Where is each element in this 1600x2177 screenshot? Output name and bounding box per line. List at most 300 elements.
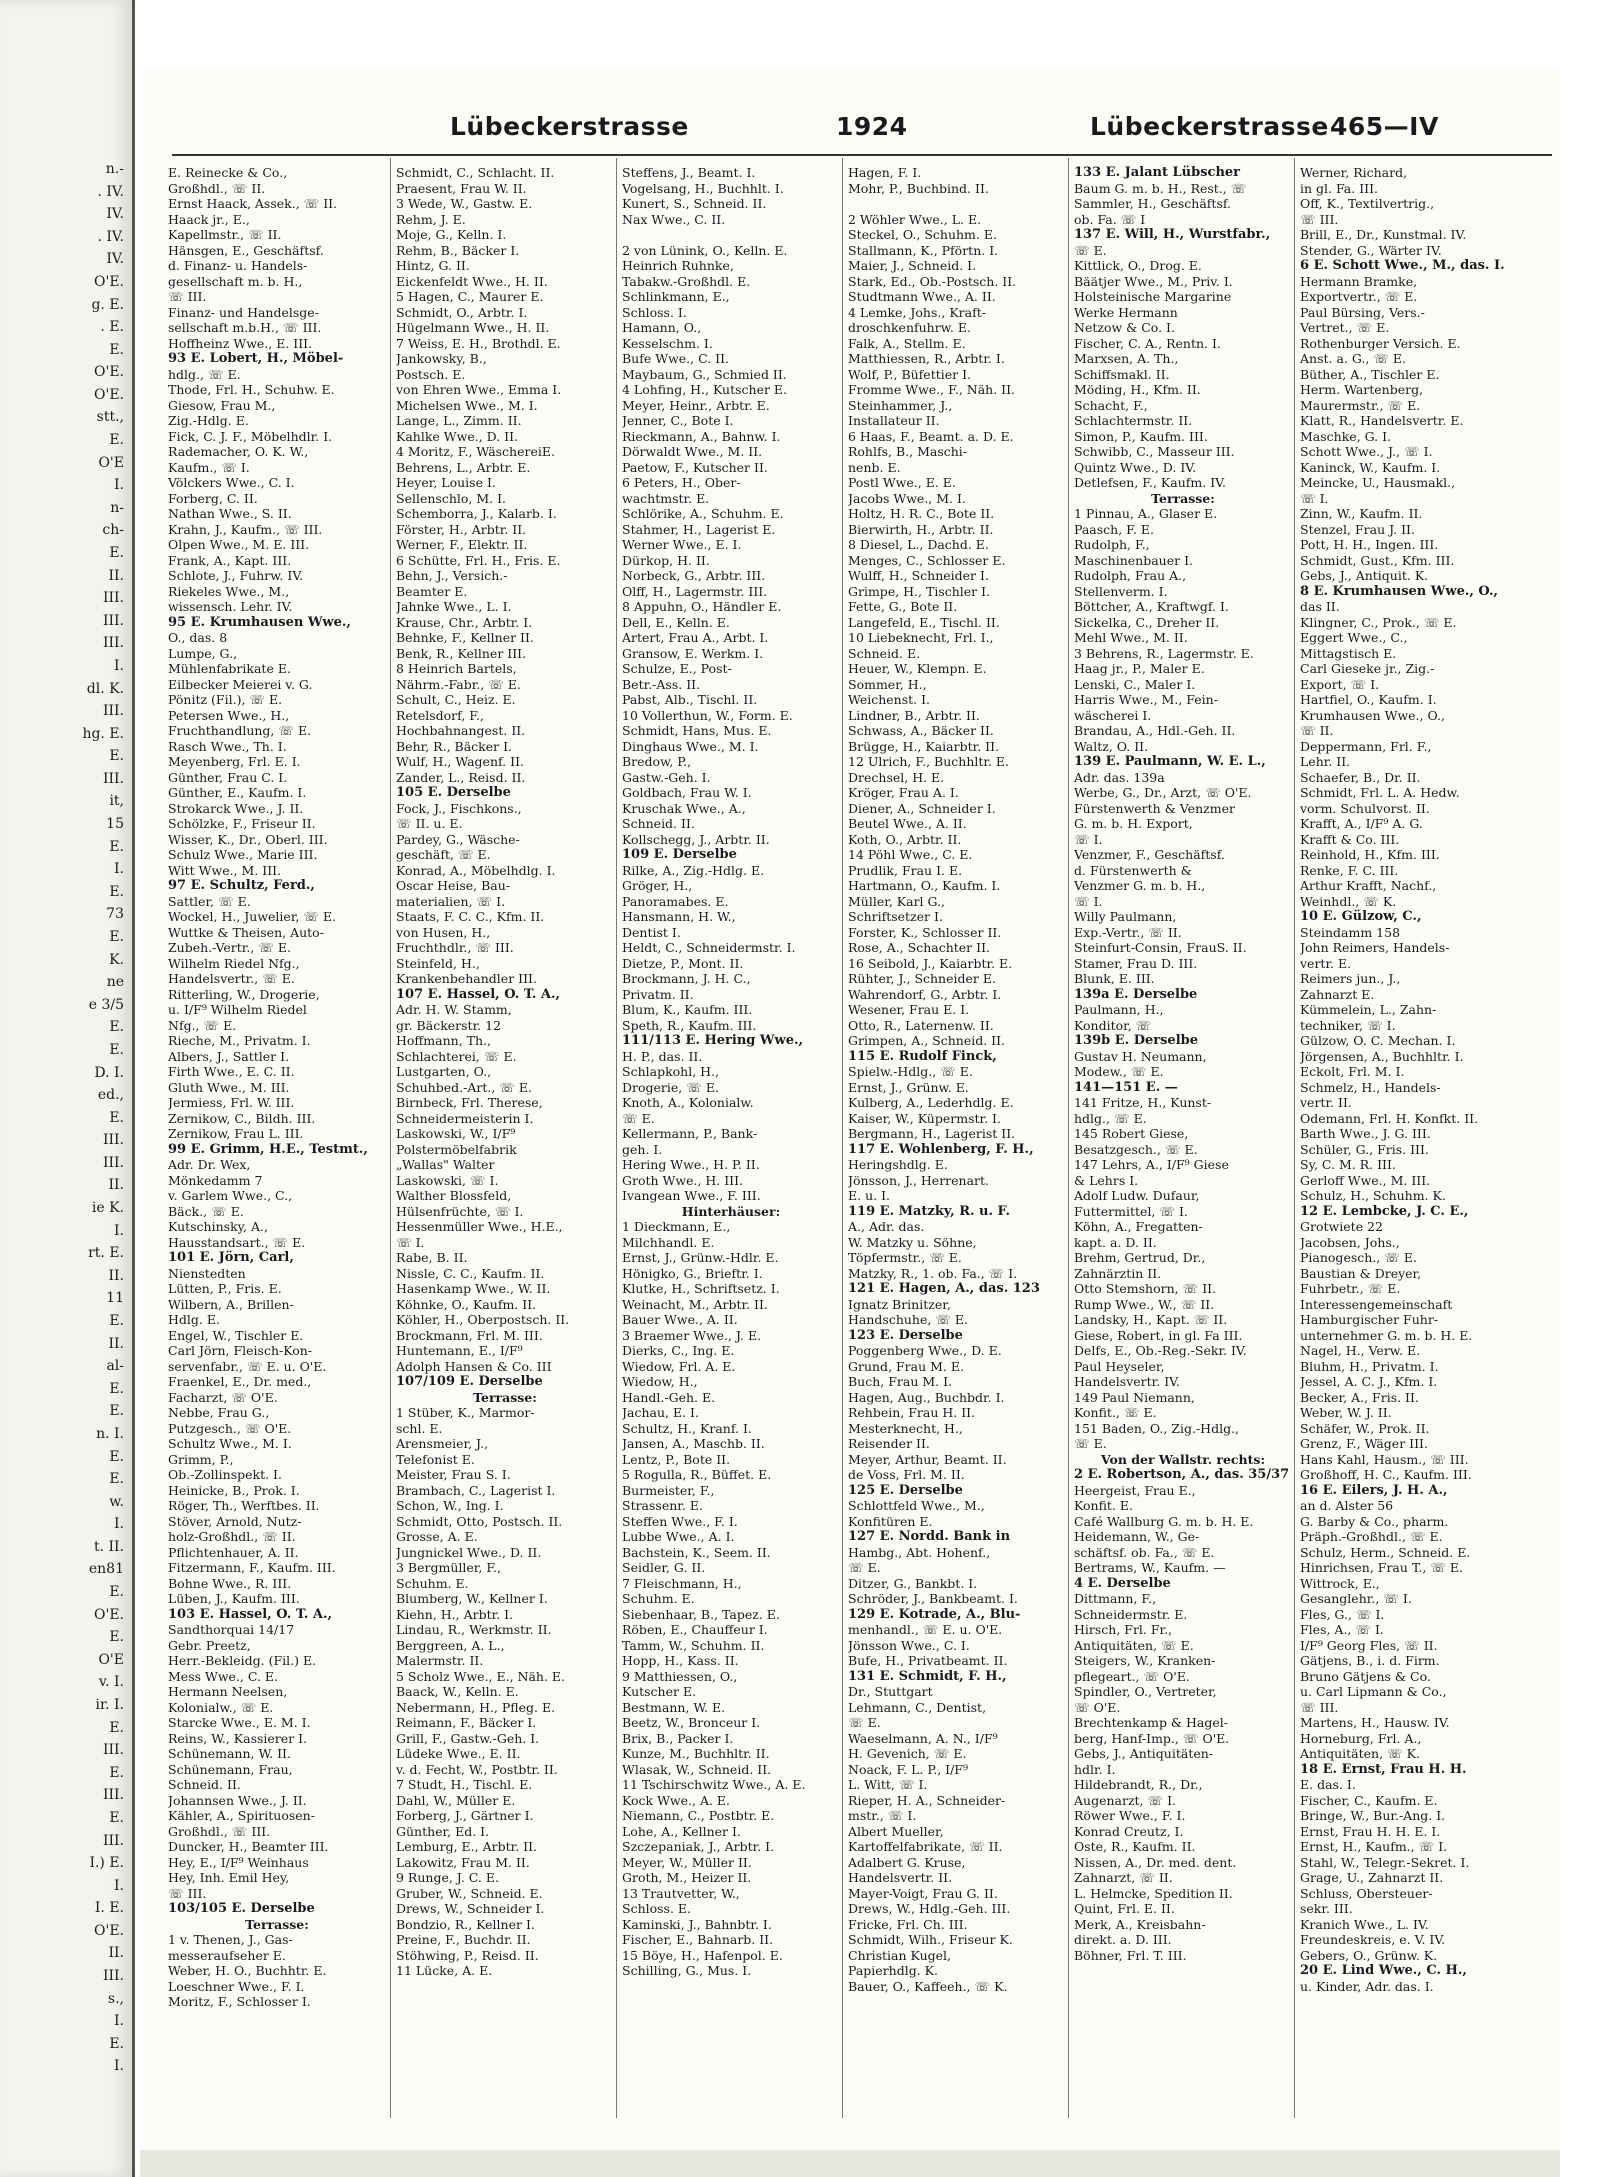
directory-entry: Völckers Wwe., C. I. [168, 475, 295, 490]
directory-entry: Gransow, E. Werkm. I. [622, 645, 764, 661]
column-6 [1300, 165, 1518, 2125]
directory-entry: Detlefsen, F., Kaufm. IV. [1074, 475, 1226, 490]
directory-entry: nenb. E. [848, 459, 901, 475]
directory-entry: Terrasse: [1151, 490, 1215, 506]
directory-entry: Quint, Frl. E. II. [1074, 1901, 1175, 1916]
directory-entry: 149 Paul Niemann, [1074, 1389, 1195, 1405]
directory-entry: Giesow, Frau M., [168, 397, 276, 413]
directory-entry: Landsky, H., Kapt. ☏ II. [1074, 1312, 1228, 1327]
directory-entry: Werner, F., Elektr. II. [396, 537, 528, 552]
directory-entry: Augenarzt, ☏ I. [1074, 1792, 1177, 1808]
directory-entry: Finanz- und Handelsge- [168, 304, 319, 320]
directory-entry: Beamter E. [396, 583, 468, 599]
directory-entry: Lütten, P., Fris. E. [168, 1281, 282, 1296]
directory-entry: Meister, Frau S. I. [396, 1467, 511, 1482]
directory-entry: ☏ E. [622, 1110, 655, 1126]
directory-entry: Kähler, A., Spirituosen- [168, 1808, 315, 1823]
directory-entry: Maschke, G. I. [1300, 428, 1392, 444]
directory-entry: Baum G. m. b. H., Rest., ☏ [1074, 180, 1247, 196]
previous-page-fragment: II. [108, 1177, 124, 1194]
directory-entry: ☏ O'E. [1074, 1699, 1121, 1715]
directory-entry: Gebr. Preetz, [168, 1637, 251, 1653]
directory-entry: Exp.-Vertr., ☏ II. [1074, 924, 1182, 940]
directory-entry: Hönigko, G., Brieftr. I. [622, 1265, 763, 1281]
directory-entry: Delfs, E., Ob.-Reg.-Sekr. IV. [1074, 1343, 1247, 1358]
directory-entry: Mohr, P., Buchbind. II. [848, 180, 989, 196]
directory-entry: Spielw.-Hdlg., ☏ E. [848, 1064, 973, 1079]
column-separator [842, 158, 843, 2118]
directory-entry: Kutscher E. [622, 1684, 697, 1699]
directory-entry: Paetow, F., Kutscher II. [622, 459, 768, 475]
directory-entry: Hänsgen, E., Geschäftsf. [168, 242, 324, 258]
previous-page-fragment: III. [102, 1968, 124, 1985]
directory-entry: Dürkop, H. II. [622, 552, 710, 568]
directory-entry: Fles, A., ☏ I. [1300, 1622, 1384, 1637]
directory-entry: Brockmann, Frl. M. III. [396, 1327, 543, 1343]
directory-entry: Krafft & Co. III. [1300, 831, 1400, 847]
directory-entry: Malermstr. II. [396, 1653, 484, 1668]
directory-entry: Brill, E., Dr., Kunstmal. IV. [1300, 227, 1467, 242]
directory-entry: Johannsen Wwe., J. II. [168, 1792, 307, 1808]
directory-entry: Rademacher, O. K. W., [168, 444, 309, 459]
directory-entry: Kiehn, H., Arbtr. I. [396, 1606, 514, 1622]
top-margin [0, 0, 1600, 70]
directory-entry: Blum, K., Kaufm. III. [622, 1002, 753, 1017]
directory-entry: 105 E. Derselbe [396, 785, 511, 800]
directory-entry: 20 E. Lind Wwe., C. H., [1300, 1963, 1467, 1978]
directory-entry: Menges, C., Schlosser E. [848, 552, 1006, 568]
directory-entry: holz-Großhdl., ☏ II. [168, 1529, 296, 1544]
directory-entry: 1 Pinnau, A., Glaser E. [1074, 506, 1218, 521]
previous-page-fragment: E. [109, 341, 124, 358]
directory-entry: Albers, J., Sattler I. [168, 1048, 290, 1064]
directory-entry: Krafft, A., I/F⁹ A. G. [1300, 816, 1423, 831]
directory-entry: 16 E. Eilers, J. H. A., [1300, 1482, 1448, 1498]
directory-entry: Paul Heyseler, [1074, 1358, 1165, 1374]
directory-entry: Paul Bürsing, Vers.- [1300, 304, 1425, 320]
directory-entry: Gustav H. Neumann, [1074, 1048, 1207, 1064]
directory-entry: 127 E. Nordd. Bank in [848, 1529, 1011, 1544]
directory-entry: Steinhammer, J., [848, 397, 953, 413]
directory-entry: 125 E. Derselbe [848, 1482, 963, 1498]
directory-entry: E. Reinecke & Co., [168, 165, 288, 180]
directory-entry: Bohne Wwe., R. III. [168, 1575, 292, 1591]
directory-entry: Kaninck, W., Kaufm. I. [1300, 459, 1441, 475]
directory-entry: Rehm, J. E. [396, 211, 466, 227]
directory-entry: Krankenbehandler III. [396, 971, 537, 986]
directory-entry: Lubbe Wwe., A. I. [622, 1529, 735, 1544]
directory-entry: Drews, W., Schneider I. [396, 1901, 545, 1916]
directory-entry: Köhnke, O., Kaufm. II. [396, 1296, 537, 1312]
directory-entry: Ernst, J., Grünw. E. [848, 1079, 969, 1095]
directory-entry: Hagen, F. I. [848, 165, 922, 180]
directory-entry: Reimann, F., Bäcker I. [396, 1715, 537, 1730]
directory-entry: Becker, A., Fris. II. [1300, 1389, 1419, 1405]
directory-entry: Postl Wwe., E. E. [848, 475, 956, 490]
directory-entry: Rasch Wwe., Th. I. [168, 738, 287, 754]
previous-page-fragment: w. [109, 1493, 124, 1510]
directory-entry: Oste, R., Kaufm. II. [1074, 1839, 1196, 1854]
directory-entry: Rühter, J., Schneider E. [848, 971, 996, 986]
directory-entry: 101 E. Jörn, Carl, [168, 1250, 294, 1265]
directory-entry: ☏ I. [1074, 831, 1103, 847]
directory-entry: Steckel, O., Schuhm. E. [848, 227, 997, 242]
directory-entry: Fock, J., Fischkons., [396, 800, 522, 816]
directory-entry: 111/113 E. Hering Wwe., [622, 1033, 804, 1048]
directory-entry: Nagel, H., Verw. E. [1300, 1343, 1421, 1358]
previous-page-fragment: I. [114, 2058, 124, 2075]
directory-entry: menhandl., ☏ E. u. O'E. [848, 1622, 1003, 1637]
directory-entry: 12 E. Lembcke, J. C. E., [1300, 1203, 1469, 1219]
directory-entry: 18 E. Ernst, Frau H. H. [1300, 1761, 1467, 1777]
directory-entry: Lumpe, G., [168, 645, 238, 661]
directory-entry: Olpen Wwe., M. E. III. [168, 537, 310, 552]
directory-entry: Jacobs Wwe., M. I. [848, 490, 966, 506]
directory-entry: d. Fürstenwerth & [1074, 862, 1192, 878]
directory-entry: Schlottfeld Wwe., M., [848, 1498, 985, 1513]
directory-entry: Harris Wwe., M., Fein- [1074, 692, 1218, 707]
directory-entry: Gebs, J., Antiquitäten- [1074, 1746, 1214, 1761]
previous-page-fragment: III. [102, 703, 124, 720]
directory-entry: 11 Tschirschwitz Wwe., A. E. [622, 1777, 806, 1792]
directory-entry: Steffens, J., Beamt. I. [622, 165, 756, 180]
directory-entry: Haag jr., P., Maler E. [1074, 661, 1205, 676]
directory-entry: d. Finanz- u. Handels- [168, 258, 308, 273]
directory-entry: Rieckmann, A., Bahnw. I. [622, 428, 781, 444]
directory-entry: ☏ I. [1074, 893, 1103, 909]
directory-entry: Kartoffelfabrikate, ☏ II. [848, 1839, 1003, 1854]
directory-entry: Haack jr., E., [168, 211, 250, 227]
directory-entry: Diener, A., Schneider I. [848, 800, 996, 816]
directory-entry: Bufe, H., Privatbeamt. II. [848, 1653, 1008, 1668]
directory-entry: Klatt, R., Handelsvertr. E. [1300, 413, 1464, 428]
directory-entry: Dentist I. [622, 924, 681, 940]
directory-entry: Dörwaldt Wwe., M. II. [622, 444, 763, 459]
directory-entry: Staats, F. C. C., Kfm. II. [396, 909, 545, 924]
directory-entry: Ob.-Zollinspekt. I. [168, 1467, 282, 1482]
directory-entry: Schulz, H., Schuhm. K. [1300, 1188, 1446, 1203]
directory-entry: Bäätjer Wwe., M., Priv. I. [1074, 273, 1233, 289]
directory-entry: Koth, O., Arbtr. II. [848, 831, 962, 847]
directory-entry: Von der Wallstr. rechts: [1100, 1451, 1266, 1467]
directory-entry: Fraenkel, E., Dr. med., [168, 1374, 312, 1389]
directory-entry: wachtmstr. E. [622, 490, 710, 506]
directory-entry: Büther, A., Tischler E. [1300, 366, 1440, 382]
directory-entry: 137 E. Will, H., Wurstfabr., [1074, 227, 1271, 242]
directory-entry: Mönkedamm 7 [168, 1172, 263, 1188]
previous-page-fragment: III. [102, 612, 124, 629]
directory-entry: Gebers, O., Grünw. K. [1300, 1947, 1438, 1963]
previous-page-fragment: III. [102, 1132, 124, 1149]
directory-entry: Dittmann, F., [1074, 1591, 1157, 1606]
previous-page-fragment: E. [109, 2035, 124, 2052]
directory-entry: Brockmann, J. H. C., [622, 971, 751, 986]
directory-entry: Ernst, J., Grünw.-Hdlr. E. [622, 1250, 779, 1265]
previous-page-fragment: t. II. [93, 1538, 124, 1555]
directory-entry: geh. I. [622, 1141, 663, 1157]
directory-entry: 123 E. Derselbe [848, 1327, 963, 1343]
directory-entry: Herm. Wartenberg, [1300, 382, 1424, 397]
directory-entry: 9 Runge, J. C. E. [396, 1870, 499, 1885]
directory-entry: Seidler, G. II. [622, 1560, 706, 1575]
directory-entry: Witt Wwe., M. III. [168, 862, 282, 878]
previous-page-fragment: I. [114, 2013, 124, 2030]
directory-entry: sekr. III. [1300, 1901, 1353, 1916]
directory-entry: 151 Baden, O., Zig.-Hdlg., [1074, 1420, 1240, 1436]
directory-entry: Wiedow, H., [622, 1374, 698, 1389]
directory-entry: Wilbern, A., Brillen- [168, 1296, 294, 1312]
directory-entry: Hans Kahl, Hausm., ☏ III. [1300, 1451, 1469, 1467]
directory-entry: Zig.-Hdlg. E. [168, 413, 249, 428]
directory-entry: Gastw.-Geh. I. [622, 769, 711, 785]
previous-page-fragment: 11 [106, 1290, 124, 1307]
previous-page-fragment: III. [102, 1832, 124, 1849]
column-4 [848, 165, 1066, 2125]
directory-entry: Schmidt, C., Schlacht. II. [396, 165, 555, 180]
directory-entry: 10 Vollerthun, W., Form. E. [622, 707, 793, 723]
directory-entry: 1 Stüber, K., Marmor- [396, 1405, 535, 1420]
directory-entry: 10 Liebeknecht, Frl. I., [848, 630, 994, 645]
directory-entry: Stöver, Arnold, Nutz- [168, 1513, 302, 1529]
directory-entry: Meyer, Heinr., Arbtr. E. [622, 397, 770, 413]
previous-page-fragment: I. E. [94, 1900, 124, 1917]
directory-entry: Lenski, C., Maler I. [1074, 676, 1196, 692]
column-separator [1068, 158, 1069, 2118]
directory-entry: Heinicke, B., Prok. I. [168, 1482, 300, 1498]
directory-entry: Deppermann, Frl. F., [1300, 738, 1432, 754]
directory-entry: Konfit. E. [1074, 1498, 1133, 1513]
directory-entry: Heyer, Louise I. [396, 475, 496, 490]
directory-entry: direkt. a. D. III. [1074, 1932, 1172, 1947]
directory-entry: ☏ E. [1074, 1436, 1107, 1451]
directory-entry: Jessel, A. C. J., Kfm. I. [1300, 1374, 1438, 1389]
directory-entry: Rudolph, F., [1074, 537, 1150, 552]
directory-entry: Waltz, O. II. [1074, 738, 1149, 754]
previous-page-fragment: I. [114, 477, 124, 494]
directory-entry: Mayer-Voigt, Frau G. II. [848, 1885, 998, 1901]
header-year: 1924 [836, 112, 908, 141]
directory-entry: Hagen, Aug., Buchbdr. I. [848, 1389, 1005, 1405]
directory-entry: Schuhm. E. [622, 1591, 695, 1606]
directory-entry: Meyer, W., Müller II. [622, 1854, 752, 1870]
directory-entry: Birnbeck, Frl. Therese, [396, 1095, 543, 1110]
previous-page-fragment: III. [102, 635, 124, 652]
previous-page-fragment: ed., [97, 1087, 124, 1104]
directory-entry: 131 E. Schmidt, F. H., [848, 1668, 1007, 1684]
directory-entry: vertr. II. [1300, 1095, 1352, 1110]
directory-entry: E. u. I. [848, 1188, 890, 1203]
directory-entry: Strassenr. E. [622, 1498, 703, 1513]
directory-entry: 4 Lohfing, H., Kutscher E. [622, 382, 788, 397]
directory-entry: Jönsson Wwe., C. I. [848, 1637, 970, 1653]
directory-entry: Fette, G., Bote II. [848, 599, 958, 614]
directory-entry: Hinrichsen, Frau T., ☏ E. [1300, 1560, 1464, 1575]
directory-entry: Behrens, L., Arbtr. E. [396, 459, 531, 475]
directory-entry: unternehmer G. m. b. H. E. [1300, 1327, 1473, 1343]
directory-entry: Zahnärztin II. [1074, 1265, 1162, 1281]
directory-entry: Kümmelein, L., Zahn- [1300, 1002, 1437, 1017]
directory-entry: Schünemann, Frau, [168, 1761, 293, 1777]
bottom-margin [140, 2150, 1560, 2177]
directory-entry: Hügelmann Wwe., H. II. [396, 320, 550, 335]
directory-entry: Wulff, H., Schneider I. [848, 568, 989, 583]
directory-entry: Rose, A., Schachter II. [848, 940, 990, 955]
directory-entry: Brehm, Gertrud, Dr., [1074, 1250, 1206, 1265]
directory-entry: Adolph Hansen & Co. III [396, 1358, 552, 1374]
directory-entry: 14 Pöhl Wwe., C. E. [848, 847, 973, 862]
directory-entry: Röben, E., Chauffeur I. [622, 1622, 768, 1637]
directory-entry: 119 E. Matzky, R. u. F. [848, 1203, 1010, 1219]
directory-entry: Noack, F. L. P., I/F⁹ [848, 1761, 968, 1777]
page-header [150, 112, 1570, 152]
directory-entry: Ivangean Wwe., F. III. [622, 1188, 761, 1203]
directory-entry: Wesener, Frau E. I. [848, 1002, 970, 1017]
directory-entry: schäftsf. ob. Fa., ☏ E. [1074, 1544, 1215, 1560]
previous-page-fragment: it, [109, 793, 124, 810]
directory-entry: Brambach, C., Lagerist I. [396, 1482, 556, 1498]
directory-entry: Interessengemeinschaft [1300, 1296, 1453, 1312]
directory-entry: ☏ II. [1300, 723, 1334, 738]
directory-entry: Müller, Karl G., [848, 893, 946, 909]
directory-entry: Olff, H., Lagermstr. III. [622, 583, 768, 599]
directory-entry: Meincke, U., Hausmakl., [1300, 475, 1456, 490]
directory-entry: Hoffheinz Wwe., E. III. [168, 335, 313, 351]
previous-page-fragment: . E. [100, 319, 124, 336]
directory-entry: Bierwirth, H., Arbtr. II. [848, 521, 994, 537]
directory-entry: Hansmann, H. W., [622, 909, 736, 924]
directory-entry: Stark, Ed., Ob.-Postsch. II. [848, 273, 1017, 289]
directory-entry: Hintz, G. II. [396, 258, 470, 273]
directory-entry: Ritterling, W., Drogerie, [168, 986, 320, 1002]
directory-entry: Siebenhaar, B., Tapez. E. [622, 1606, 780, 1622]
directory-entry: 121 E. Hagen, A., das. 123 [848, 1281, 1040, 1296]
directory-entry: Röger, Th., Werftbes. II. [168, 1498, 320, 1513]
directory-entry: 1 Dieckmann, E., [622, 1219, 731, 1234]
directory-entry: Hamburgischer Fuhr- [1300, 1312, 1439, 1327]
directory-entry: Moje, G., Kelln. I. [396, 227, 507, 242]
directory-entry: Stamer, Frau D. III. [1074, 955, 1198, 971]
directory-entry: Meyer, Arthur, Beamt. II. [848, 1451, 1007, 1467]
directory-entry: Stallmann, K., Pförtn. I. [848, 242, 999, 258]
directory-entry: Retelsdorf, F., [396, 707, 484, 723]
directory-entry: Zahnarzt, ☏ II. [1074, 1870, 1173, 1885]
directory-entry: Günther, Frau C. I. [168, 769, 288, 785]
directory-entry: Moritz, F., Schlosser I. [168, 1994, 311, 2009]
directory-entry: Heidemann, W., Ge- [1074, 1529, 1200, 1544]
directory-entry: Fruchthandlung, ☏ E. [168, 723, 312, 738]
directory-entry: das II. [1300, 599, 1340, 614]
directory-entry: Herr.-Bekleidg. (Fil.) E. [168, 1653, 317, 1668]
directory-entry: Adolf Ludw. Dufaur, [1074, 1188, 1200, 1203]
directory-entry: H. Gevenich, ☏ E. [848, 1746, 967, 1761]
directory-entry: Ernst, Frau H. H. E. I. [1300, 1823, 1441, 1839]
directory-entry: Köhn, A., Fregatten- [1074, 1219, 1203, 1234]
directory-entry: Schloss. I. [622, 304, 687, 320]
directory-entry: Nienstedten [168, 1265, 246, 1281]
directory-entry: Lüdeke Wwe., E. II. [396, 1746, 521, 1761]
directory-entry: Privatm. II. [622, 986, 694, 1002]
directory-entry: 6 E. Schott Wwe., M., das. I. [1300, 258, 1505, 273]
directory-entry: Fischer, E., Bahnarb. II. [622, 1932, 774, 1947]
directory-entry: Handschuhe, ☏ E. [848, 1312, 969, 1327]
directory-entry: Besatzgesch., ☏ E. [1074, 1141, 1198, 1157]
directory-entry: Kittlick, O., Drog. E. [1074, 258, 1202, 273]
directory-entry: u. Kinder, Adr. das. I. [1300, 1978, 1434, 1994]
previous-page-fragment: IV. [106, 206, 124, 223]
directory-entry: Kaufm., ☏ I. [168, 459, 250, 475]
directory-entry: Gülzow, O. C. Mechan. I. [1300, 1033, 1456, 1048]
directory-entry: 97 E. Schultz, Ferd., [168, 878, 315, 893]
directory-entry: Jörgensen, A., Buchhltr. I. [1300, 1048, 1464, 1064]
directory-entry: Schneid. II. [622, 816, 695, 831]
directory-entry: Konditor, ☏ [1074, 1017, 1152, 1033]
directory-entry: berg, Hanf-Imp., ☏ O'E. [1074, 1730, 1230, 1746]
directory-entry: Speth, R., Kaufm. III. [622, 1017, 757, 1033]
directory-entry: Kulberg, A., Lederhdlg. E. [848, 1095, 1014, 1110]
directory-entry: Schacht, F., [1074, 397, 1148, 413]
directory-entry: Grotwiete 22 [1300, 1219, 1383, 1234]
directory-entry: Schmidt, O., Arbtr. I. [396, 304, 528, 320]
directory-entry: 3 Bergmüller, F., [396, 1560, 502, 1575]
directory-entry: Schlörike, A., Schuhm. E. [622, 506, 784, 521]
directory-entry: hdlr. I. [1074, 1761, 1116, 1777]
directory-entry: ☏ E. [848, 1715, 881, 1730]
previous-page-fragment: E. [109, 1041, 124, 1058]
directory-entry: Maier, J., Schneid. I. [848, 258, 977, 273]
directory-entry: Loeschner Wwe., F. I. [168, 1978, 305, 1994]
directory-entry: Berggreen, A. L., [396, 1637, 505, 1653]
directory-entry: Kröger, Frau A. I. [848, 785, 959, 800]
directory-entry: Lemburg, E., Arbtr. II. [396, 1839, 537, 1854]
directory-entry: messeraufseher E. [168, 1947, 286, 1963]
directory-entry: Kunert, S., Schneid. II. [622, 196, 767, 211]
directory-entry: Zander, L., Reisd. II. [396, 769, 526, 785]
directory-entry: Schüler, G., Fris. III. [1300, 1141, 1429, 1157]
directory-entry: 145 Robert Giese, [1074, 1126, 1189, 1141]
previous-page-fragment: E. [109, 1380, 124, 1397]
directory-entry: Facharzt, ☏ O'E. [168, 1389, 278, 1405]
directory-entry: gesellschaft m. b. H., [168, 273, 303, 289]
directory-entry: Weinacht, M., Arbtr. II. [622, 1296, 768, 1312]
previous-page-fragment: ir. I. [95, 1697, 124, 1713]
directory-entry: Pflichtenhauer, A. II. [168, 1544, 299, 1560]
directory-entry: Kellermann, P., Bank- [622, 1126, 758, 1141]
directory-entry: Wolf, P., Büfettier I. [848, 366, 972, 382]
directory-entry: Modew., ☏ E. [1074, 1064, 1164, 1079]
directory-entry: 115 E. Rudolf Finck, [848, 1048, 997, 1064]
directory-entry: Kruschak Wwe., A., [622, 800, 746, 816]
directory-entry: techniker, ☏ I. [1300, 1017, 1396, 1033]
directory-entry: Schulze, E., Post- [622, 661, 732, 676]
directory-entry: Baack, W., Kelln. E. [396, 1684, 519, 1699]
directory-entry: Lehmann, C., Dentist, [848, 1699, 987, 1715]
directory-entry: „Wallas" Walter [396, 1157, 495, 1172]
directory-entry: Gruber, W., Schneid. E. [396, 1885, 543, 1901]
directory-entry: Hdlg. E. [168, 1312, 220, 1327]
directory-entry: Hopp, H., Kass. II. [622, 1653, 739, 1668]
directory-entry: Bertrams, W., Kaufm. — [1074, 1560, 1226, 1575]
directory-entry: Schloss. E. [622, 1901, 692, 1916]
directory-entry: 95 E. Krumhausen Wwe., [168, 614, 351, 630]
directory-entry: Bäck., ☏ E. [168, 1203, 244, 1219]
directory-entry: 107/109 E. Derselbe [396, 1374, 543, 1389]
directory-entry: Wulf, H., Wagenf. II. [396, 754, 524, 769]
previous-page-fragment: E. [109, 1719, 124, 1736]
directory-entry: L. Helmcke, Spedition II. [1074, 1885, 1233, 1901]
directory-entry: Schon, W., Ing. I. [396, 1498, 504, 1513]
directory-entry: Handelsvertr. II. [848, 1870, 953, 1885]
directory-entry: Heuer, W., Klempn. E. [848, 661, 987, 676]
